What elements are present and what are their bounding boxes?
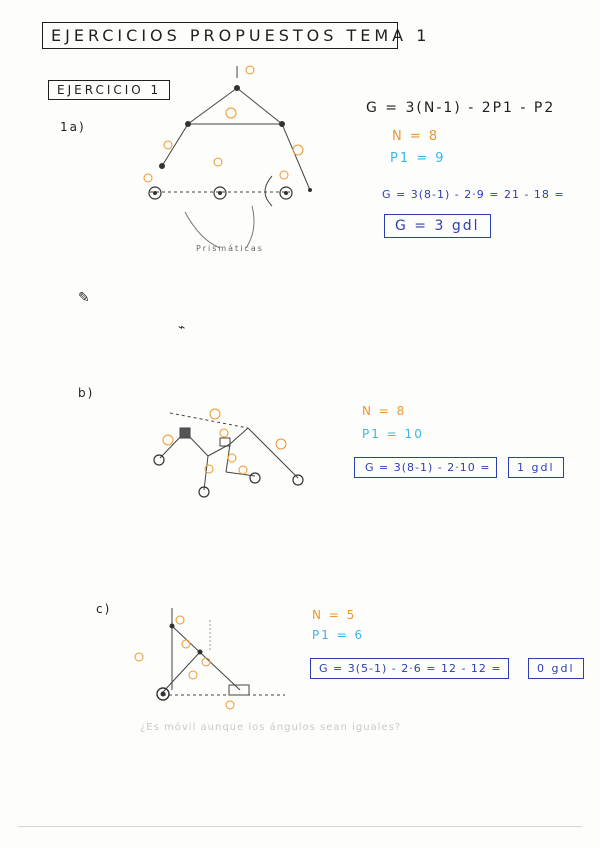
part-c-n-value: N = 5 [312,608,357,622]
part-a-p-value: P1 = 9 [390,151,446,166]
part-b-calculation: G = 3(8-1) - 2·10 = [354,457,497,478]
part-a-result: G = 3 gdl [384,214,491,238]
part-c-p-value: P1 = 6 [312,628,365,642]
part-c-label: c) [96,602,112,616]
faint-question: ¿Es móvil aunque los ángulos sean iguales? [140,722,402,733]
part-b-n-value: N = 8 [362,404,407,418]
page-bottom-edge [18,826,582,827]
part-b-label: b) [78,386,95,400]
part-a-label: 1a) [60,120,86,134]
scribble-mark: ✎ [78,290,90,306]
exercise-label: EJERCICIO 1 [48,80,170,100]
page-title: EJERCICIOS PROPUESTOS TEMA 1 [42,22,398,49]
scribble-mark: ⌁ [178,320,186,334]
part-c-result: 0 gdl [528,658,584,679]
part-b-p-value: P1 = 10 [362,427,424,441]
prismatic-annotation: Prismáticas [196,244,264,253]
part-b-result: 1 gdl [508,457,564,478]
part-c-calculation: G = 3(5-1) - 2·6 = 12 - 12 = [310,658,509,679]
gdl-formula: G = 3(N-1) - 2P1 - P2 [366,100,556,116]
part-a-calculation: G = 3(8-1) - 2·9 = 21 - 18 = [382,188,565,201]
part-a-n-value: N = 8 [392,129,440,144]
